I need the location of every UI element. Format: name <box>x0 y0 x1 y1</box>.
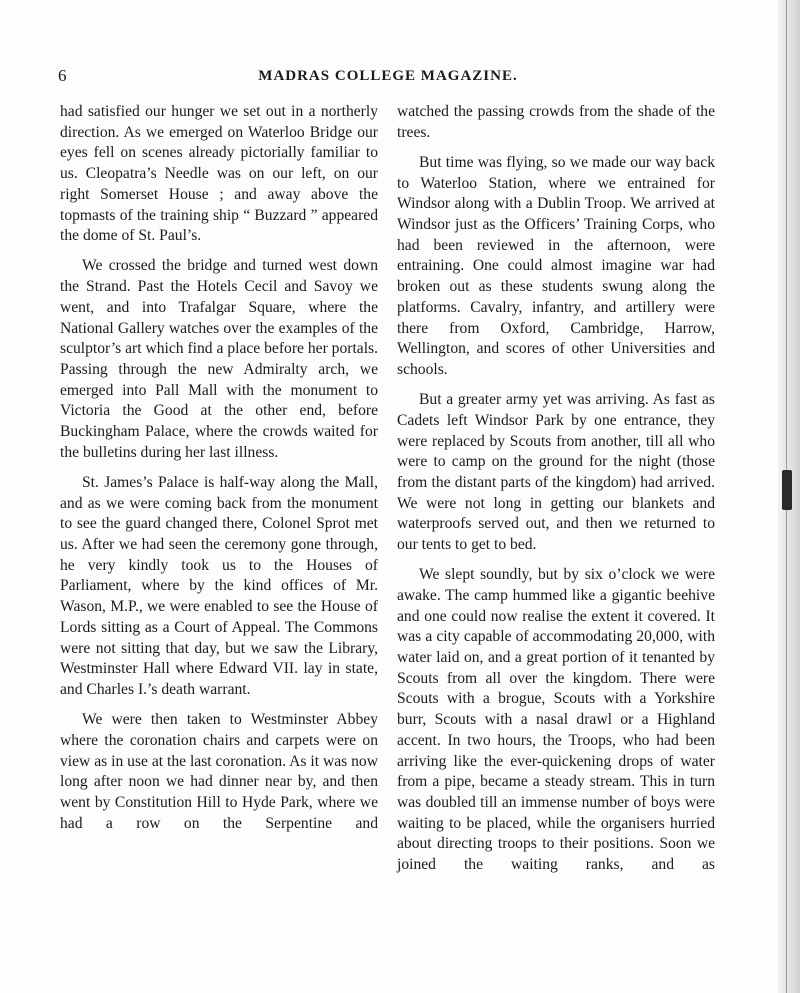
paragraph: had satisfied our hunger we set out in a northerly direction. As we emerged on Waterloo Bridge our eyes fell on scenes already pictorially familiar to us. Cleopatra’s Needle was on our left, on our right Somerset House ; and away above the topmasts of the training ship “ Buzzard ” appeared the dome of St. Paul’s. <box>60 103 378 245</box>
paragraph: watched the passing crowds from the shade of the trees. <box>397 103 715 141</box>
paragraph: St. James’s Palace is half-way along the Mall, and as we were coming back from the monument to see the guard changed there, Colonel Sprot met us. After we had seen the ceremony gone through, he very kindly took us to the Houses of Parliament, where by the kind offices of Mr. Wason, M.P., we were enabled to see the House of Lords sitting as a Court of Appeal. The Commons were not sitting that day, but we saw the Library, Westminster Hall where Edward VII. lay in state, and Charles I.’s death warrant. <box>60 473 378 698</box>
paragraph: We slept soundly, but by six o’clock we were awake. The camp hummed like a gigantic beehive and one could now realise the extent it covered. It was a city capable of accommodating 20,000, with water laid on, and a great portion of it tenanted by Scouts from all over the kingdom. There were Scouts with a brogue, Scouts with a Yorkshire burr, Scouts with a nasal drawl or a Highland accent. In two hours, the Troops, who had been arriving like the ever-quickening drops of water from a pipe, became a steady stream. This in turn was doubled till an immense number of boys were waiting to be placed, while the organisers hurried about directing troops to their positions. Soon we joined the waiting ranks, and as <box>397 566 715 874</box>
page-header <box>58 66 718 86</box>
page-edge <box>778 0 800 993</box>
binding-mark <box>782 470 792 510</box>
paragraph: We crossed the bridge and turned west down the Strand. Past the Hotels Cecil and Savoy we went, and into Trafalgar Square, where the National Gallery watches over the examples of the sculptor’s art which find a place before her portals. Passing through the new Admiralty arch, we emerged into Pall Mall with the monument to Victoria the Good at the other end, before Buckingham Palace, where the crowds waited for the bulletins during her last illness. <box>60 257 378 461</box>
paragraph: But a greater army yet was arriving. As fast as Cadets left Windsor Park by one entrance, they were replaced by Scouts from another, till all who were to camp on the ground for the night (those from the distant parts of the kingdom) had arrived. We were not long in getting our blankets and waterproofs served out, and then we returned to our tents to get to bed. <box>397 391 715 554</box>
paragraph: But time was flying, so we made our way back to Waterloo Station, where we entrained for Windsor along with a Dublin Troop. We arrived at Windsor just as the Officers’ Training Corps, who had been reviewed in the afternoon, were entraining. One could almost imagine war had broken out as these students swung along the platforms. Cavalry, infantry, and artillery were there from Oxford, Cambridge, Harrow, Wellington, and scores of other Universities and schools. <box>397 153 715 378</box>
paragraph: We were then taken to Westminster Abbey where the coronation chairs and carpets were on view as in use at the last coronation. As it was now long after noon we had dinner near by, and then went by Constitution Hill to Hyde Park, where we had a row on the Serpentine and <box>60 711 378 832</box>
left-column <box>60 102 378 834</box>
running-head: MADRAS COLLEGE MAGAZINE. <box>258 68 518 84</box>
right-column <box>397 102 715 876</box>
page-number: 6 <box>58 66 67 85</box>
